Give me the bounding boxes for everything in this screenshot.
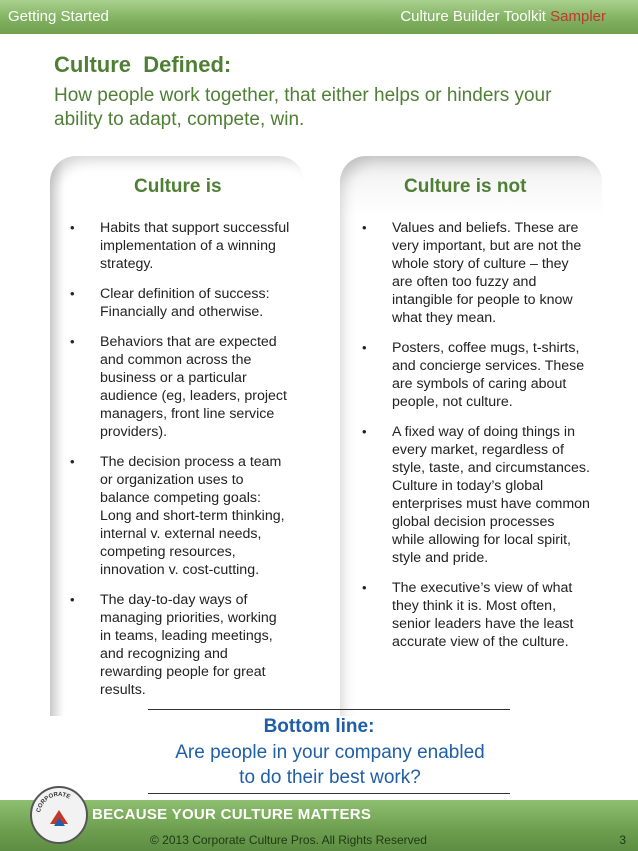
bottom-line-question-line-2: to do their best work? bbox=[239, 767, 421, 788]
list-item-text: Clear definition of success: Financially and otherwise. bbox=[100, 286, 270, 320]
list-item-text: Values and beliefs. These are very important, but are not the whole story of culture – they are often too fuzzy and intangible for people to know what they mean. bbox=[392, 220, 582, 326]
culture-is-not-list bbox=[362, 219, 590, 663]
bullet: • bbox=[70, 220, 75, 235]
list-item bbox=[70, 591, 290, 699]
list-item bbox=[70, 453, 290, 579]
list-item bbox=[362, 579, 590, 651]
bullet: • bbox=[70, 334, 75, 349]
divider-bottom bbox=[148, 793, 510, 794]
footer-tagline: BECAUSE YOUR CULTURE MATTERS bbox=[92, 806, 372, 823]
bottom-line-title: Bottom line: bbox=[263, 716, 375, 737]
bullet: • bbox=[70, 592, 75, 607]
logo-emblem-icon bbox=[32, 788, 86, 842]
bullet: • bbox=[362, 424, 367, 439]
bullet: • bbox=[362, 580, 367, 595]
list-item-text: A fixed way of doing things in every market, regardless of style, taste, and circumstances. Culture in today’s global enterprises must have common global decision processes while allowing for local spirit, style and pride. bbox=[392, 424, 590, 566]
header-bar bbox=[0, 0, 638, 34]
list-item-text: The decision process a team or organization uses to balance competing goals: Long and short-term thinking, internal v. external needs, competing resources, innovation v. cost-cutting. bbox=[100, 454, 285, 578]
bottom-line-question-line-1: Are people in your company enabled bbox=[175, 742, 485, 763]
bottom-line-question bbox=[0, 740, 638, 790]
list-item-text: The day-to-day ways of managing priorities, working in teams, leading meetings, and recognizing and rewarding people for great results. bbox=[100, 592, 277, 698]
copyright-text: © 2013 Corporate Culture Pros. All Rights Reserved bbox=[150, 833, 427, 847]
divider-top bbox=[148, 709, 510, 710]
page-number: 3 bbox=[619, 833, 626, 847]
list-item bbox=[70, 219, 290, 273]
list-item-text: Habits that support successful implementation of a winning strategy. bbox=[100, 220, 290, 272]
bullet: • bbox=[70, 454, 75, 469]
page-subtitle: How people work together, that either helps or hinders your ability to adapt, compete, win. bbox=[54, 85, 552, 130]
culture-is-not-heading: Culture is not bbox=[404, 176, 527, 197]
toolkit-label bbox=[400, 8, 606, 25]
sampler-label: Sampler bbox=[550, 8, 606, 25]
culture-is-list bbox=[70, 219, 290, 711]
page-title: Culture Defined: bbox=[54, 52, 232, 77]
list-item bbox=[362, 219, 590, 327]
list-item-text: Behaviors that are expected and common across the business or a particular audience (eg, leaders, project managers, front line service providers). bbox=[100, 334, 287, 440]
corporate-culture-pros-logo bbox=[30, 786, 88, 844]
list-item bbox=[70, 333, 290, 441]
section-label: Getting Started bbox=[8, 8, 109, 25]
bullet: • bbox=[70, 286, 75, 301]
list-item bbox=[70, 285, 290, 321]
list-item bbox=[362, 423, 590, 567]
toolkit-name: Culture Builder Toolkit bbox=[400, 8, 546, 25]
list-item bbox=[362, 339, 590, 411]
bullet: • bbox=[362, 340, 367, 355]
culture-is-heading: Culture is bbox=[134, 176, 222, 197]
list-item-text: The executive’s view of what they think it is. Most often, senior leaders have the least accurate view of the culture. bbox=[392, 580, 574, 650]
bullet: • bbox=[362, 220, 367, 235]
list-item-text: Posters, coffee mugs, t-shirts, and concierge services. These are symbols of caring about people, not culture. bbox=[392, 340, 585, 410]
svg-text:CORPORATE: CORPORATE bbox=[36, 791, 71, 814]
